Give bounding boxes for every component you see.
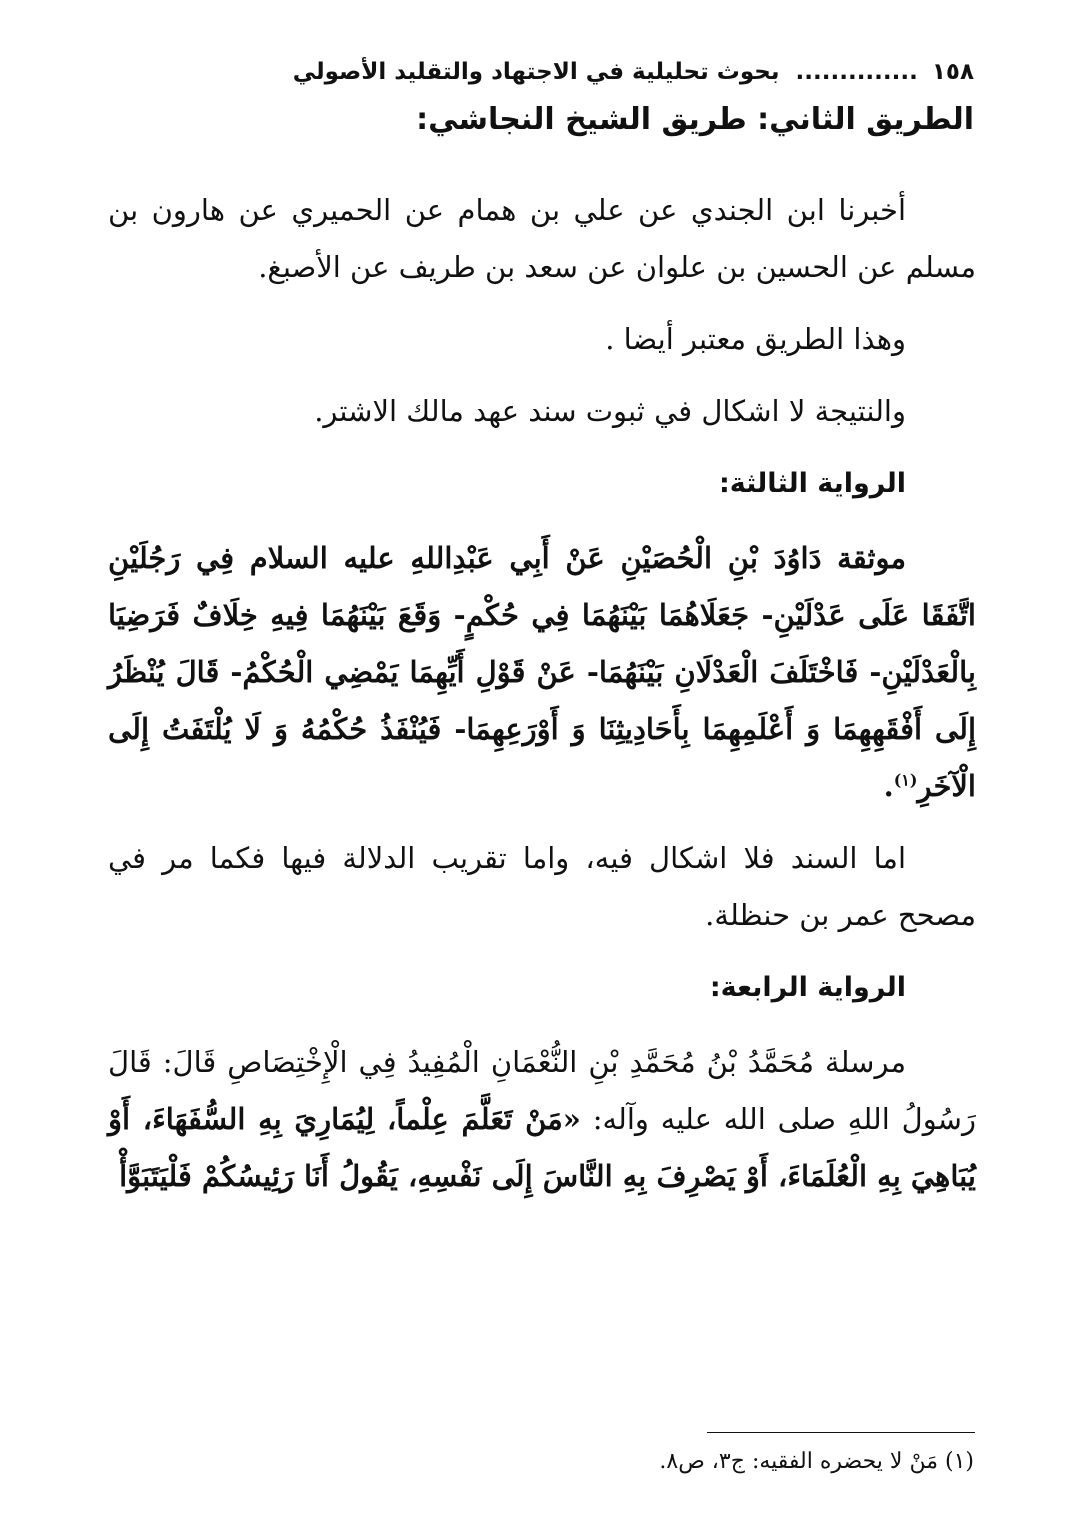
paragraph-conclusion: والنتيجة لا اشكال في ثبوت سند عهد مالك الاشتر. <box>314 394 906 428</box>
book-title: بحوث تحليلية في الاجتهاد والتقليد الأصولي <box>292 59 780 85</box>
footnote: (١) مَنْ لا يحضره الفقيه: ج٣، ص٨. <box>659 1449 974 1474</box>
body-text <box>108 182 976 1220</box>
paragraph-fourth-narration <box>108 1034 976 1205</box>
page-number: ١٥٨ <box>931 59 974 85</box>
paragraph-route-valid: وهذا الطريق معتبر أيضا . <box>605 322 906 356</box>
paragraph-third-narration <box>108 530 976 815</box>
section-heading: الطريق الثاني: طريق الشيخ النجاشي: <box>416 102 974 137</box>
fourth-narration-intro: مرسلة مُحَمَّدُ بْنُ مُحَمَّدِ بْنِ النُّعْمَانِ الْمُفِيدُ فِي الْإِخْتِصَاصِ قَالَ: قَالَ رَسُولُ اللهِ صلى الله عليه وآله: <box>108 1045 976 1136</box>
fourth-narration-quote: «مَنْ تَعَلَّمَ عِلْماً، لِيُمَارِيَ بِهِ السُّفَهَاءَ، أَوْ يُبَاهِيَ بِهِ الْعُلَمَاءَ، أَوْ يَصْرِفَ بِهِ النَّاسَ إِلَى نَفْسِهِ، يَقُولُ أَنَا رَئِيسُكُمْ فَلْيَتَبَوَّأْ <box>108 1102 976 1193</box>
paragraph-chain-of-narration: أخبرنا ابن الجندي عن علي بن همام عن الحميري عن هارون بن مسلم عن الحسين بن علوان عن سعد بن طريف عن الأصبغ. <box>108 193 976 284</box>
header-leader-dots: .............. <box>795 59 918 85</box>
third-narration-end: . <box>883 769 894 803</box>
paragraph-chain-analysis: اما السند فلا اشكال فيه، واما تقريب الدلالة فيها فكما مر في مصحح عمر بن حنظلة. <box>108 841 976 932</box>
footnote-marker: (١) <box>893 770 918 790</box>
subheading-fourth-narration: الرواية الرابعة: <box>709 972 906 1003</box>
subheading-third-narration: الرواية الثالثة: <box>718 468 906 499</box>
running-header <box>112 52 974 92</box>
footnote-divider <box>707 1432 975 1433</box>
third-narration-text: موثقة دَاوُدَ بْنِ الْحُصَيْنِ عَنْ أَبِي عَبْدِاللهِ عليه السلام فِي رَجُلَيْنِ اتَّفَقَا عَلَى عَدْلَيْنِ- جَعَلَاهُمَا بَيْنَهُمَا فِي حُكْمٍ- وَقَعَ بَيْنَهُمَا فِيهِ خِلَافٌ فَرَضِيَا بِالْعَدْلَيْنِ- فَاخْتَلَفَ الْعَدْلَانِ بَيْنَهُمَا- عَنْ قَوْلِ أَيِّهِمَا يَمْضِي الْحُكْمُ- قَالَ يُنْظَرُ إِلَى أَفْقَهِهِمَا وَ أَعْلَمِهِمَا بِأَحَادِيثِنَا وَ أَوْرَعِهِمَا- فَيُنْفَذُ حُكْمُهُ وَ لَا يُلْتَفَتُ إِلَى الْآخَرِ <box>108 541 976 803</box>
